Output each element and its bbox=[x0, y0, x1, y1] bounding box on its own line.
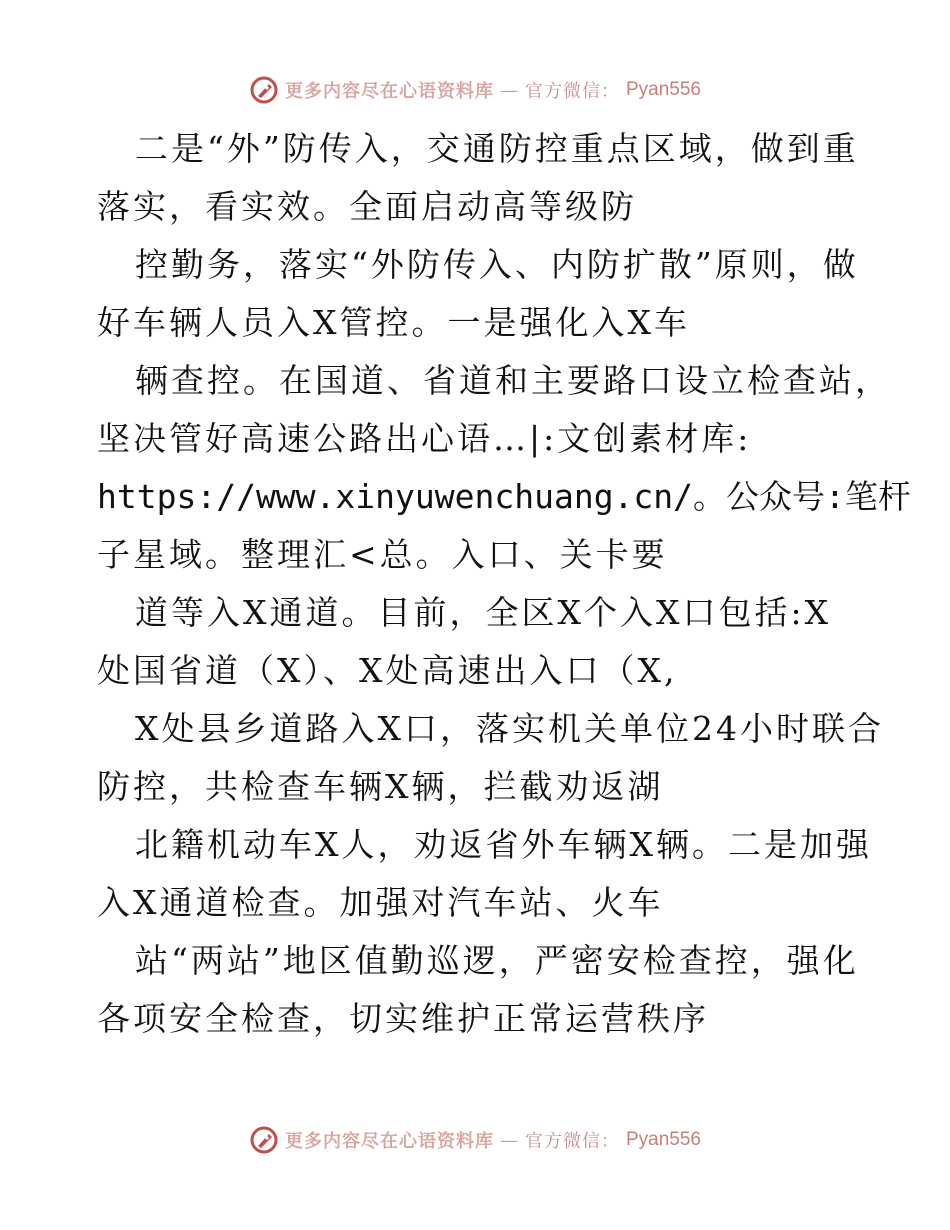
text-line: 落实，看实效。全面启动高等级防 bbox=[97, 187, 637, 226]
text-line: 辆查控。在国道、省道和主要路口设立检查站， bbox=[135, 361, 891, 400]
watermark-brand: 更多内容尽在心语资料库 bbox=[284, 1131, 494, 1152]
text-line-url: https://www.xinyuwenchuang.cn/。公众号:笔杆 bbox=[97, 477, 911, 516]
document-body bbox=[97, 120, 911, 1048]
watermark-separator: — bbox=[499, 79, 519, 101]
watermark-separator: — bbox=[499, 1129, 519, 1151]
text-line: 道等入X通道。目前，全区X个入X口包括:X bbox=[135, 593, 832, 632]
text-line: 坚决管好高速公路出心语…|:文创素材库: bbox=[97, 419, 752, 458]
text-line: 子星域。整理汇<总。入口、关卡要 bbox=[97, 535, 668, 574]
footer-watermark bbox=[0, 1120, 950, 1160]
watermark-wechat-id: Pyan556 bbox=[625, 79, 701, 100]
text-line: 站“两站”地区值勤巡逻，严密安检查控，强化 bbox=[135, 941, 859, 980]
pen-nib-circle-icon bbox=[249, 1125, 279, 1155]
text-line: X处县乡道路入X口，落实机关单位24小时联合 bbox=[135, 709, 884, 748]
watermark-brand: 更多内容尽在心语资料库 bbox=[284, 81, 494, 102]
header-watermark bbox=[0, 70, 950, 110]
watermark-wechat-label: 官方微信： bbox=[524, 1131, 620, 1152]
text-line: 控勤务，落实“外防传入、内防扩散”原则，做 bbox=[135, 245, 859, 284]
text-line: 各项安全检查，切实维护正常运营秩序 bbox=[97, 999, 709, 1038]
text-line: 北籍机动车X人，劝返省外车辆X辆。二是加强 bbox=[135, 825, 872, 864]
text-line: 防控，共检查车辆X辆，拦截劝返湖 bbox=[97, 767, 664, 806]
text-line: 好车辆人员入X管控。一是强化入X车 bbox=[97, 303, 690, 342]
text-line: 处国省道（X）、X处高速出入口（X, bbox=[97, 651, 678, 690]
watermark-wechat-label: 官方微信： bbox=[524, 81, 620, 102]
text-line: 入X通道检查。加强对汽车站、火车 bbox=[97, 883, 664, 922]
text-line: 二是“外”防传入，交通防控重点区域，做到重 bbox=[135, 129, 859, 168]
pen-nib-circle-icon bbox=[249, 75, 279, 105]
watermark-wechat-id: Pyan556 bbox=[625, 1129, 701, 1150]
